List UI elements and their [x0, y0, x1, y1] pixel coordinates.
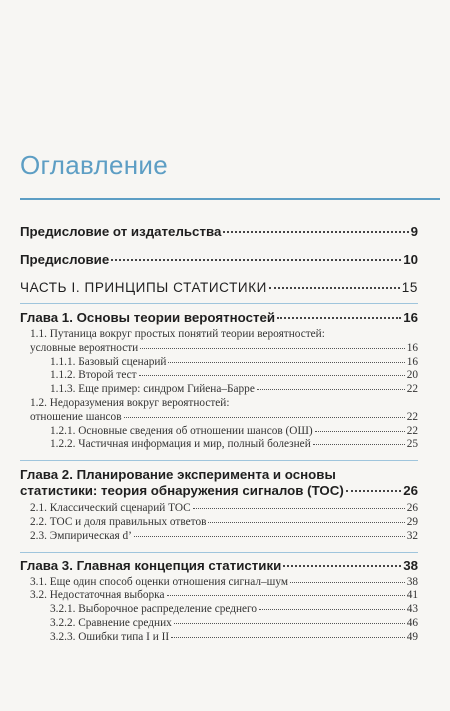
toc-entry-2-2[interactable]: [20, 516, 418, 530]
leader-dots: [315, 431, 405, 432]
toc-entry-3-2-1[interactable]: [20, 603, 418, 617]
toc-entry-chapter-1[interactable]: [20, 310, 418, 326]
leader-dots: [168, 362, 404, 363]
toc-label: ЧАСТЬ I. ПРИНЦИПЫ СТАТИСТИКИ: [20, 280, 267, 295]
toc-label: 2.1. Классический сценарий ТОС: [30, 502, 191, 515]
toc-entry-2-3[interactable]: [20, 530, 418, 544]
leader-dots: [140, 348, 404, 349]
toc-page-number: 25: [406, 438, 418, 451]
toc-label: 3.2.2. Сравнение средних: [50, 616, 172, 629]
toc-page-number: 22: [406, 410, 418, 423]
toc-label: 1.1.2. Второй тест: [50, 369, 137, 382]
toc-label: Глава 3. Главная концепция статистики: [20, 557, 282, 573]
title-rule: [20, 198, 440, 200]
leader-dots: [111, 259, 401, 261]
toc-label: Предисловие: [20, 252, 110, 267]
toc-page-number: 20: [406, 369, 418, 382]
toc-page-number: 26: [406, 502, 418, 515]
toc-entry-part-1[interactable]: [20, 280, 418, 295]
toc-entry-foreword[interactable]: [20, 252, 418, 268]
toc-page-number: 29: [406, 515, 418, 528]
leader-dots: [290, 582, 405, 583]
leader-dots: [167, 595, 405, 596]
toc-entry-1-2-1[interactable]: [20, 425, 418, 439]
leader-dots: [223, 231, 408, 233]
toc-entry-1-1-2[interactable]: [20, 369, 418, 383]
table-of-contents: [20, 224, 418, 645]
toc-page-number: 38: [406, 575, 418, 588]
leader-dots: [124, 417, 405, 418]
toc-page-number: 26: [403, 483, 418, 499]
toc-label: 1.2.2. Частичная информация и мир, полный болезней: [50, 438, 311, 451]
toc-entry-1-2-2[interactable]: [20, 438, 418, 452]
toc-label: 2.3. Эмпирическая d’: [30, 529, 132, 542]
leader-dots: [283, 565, 401, 567]
toc-page-number: 38: [403, 557, 418, 573]
toc-entry-chapter-3[interactable]: [20, 558, 418, 574]
toc-entry-3-2-2[interactable]: [20, 617, 418, 631]
page-title: Оглавление: [20, 150, 168, 180]
toc-entry-1-1-1[interactable]: [20, 356, 418, 370]
leader-dots: [313, 444, 405, 445]
chapter-divider: [20, 303, 418, 304]
leader-dots: [208, 522, 404, 523]
toc-label: 3.2.3. Ошибки типа I и II: [50, 630, 170, 643]
toc-page-number: 16: [403, 310, 418, 325]
toc-label-line: отношение шансов: [30, 410, 122, 423]
leader-dots: [139, 375, 405, 376]
toc-entry-3-2[interactable]: [20, 589, 418, 603]
toc-label: Глава 1. Основы теории вероятностей: [20, 310, 276, 325]
toc-entry-chapter-2[interactable]: [20, 466, 418, 499]
toc-label: Предисловие от издательства: [20, 224, 222, 239]
toc-label: 1.2.1. Основные сведения об отношении шансов (ОШ): [50, 424, 313, 437]
leader-dots: [259, 609, 405, 610]
toc-label-line: 1.1. Путаница вокруг простых понятий теории вероятностей:: [30, 328, 325, 340]
toc-page-number: 22: [406, 424, 418, 437]
toc-page-number: 9: [410, 224, 418, 239]
toc-entry-section-1-1[interactable]: [20, 328, 418, 356]
toc-page-number: 22: [406, 383, 418, 396]
toc-label: 1.1.1. Базовый сценарий: [50, 355, 167, 368]
toc-label-line: статистики: теория обнаружения сигналов (ТОС): [20, 483, 344, 499]
leader-dots: [277, 317, 401, 319]
leader-dots: [171, 637, 405, 638]
toc-label-line: Глава 2. Планирование эксперимента и основы: [20, 467, 336, 483]
toc-label: 1.1.3. Еще пример: синдром Гийена–Барре: [50, 383, 255, 396]
toc-entry-section-1-2[interactable]: [20, 397, 418, 425]
toc-entry-2-1[interactable]: [20, 502, 418, 516]
toc-label: 3.2. Недостаточная выборка: [30, 589, 165, 602]
toc-label-line: условные вероятности: [30, 341, 139, 354]
toc-page-number: 10: [403, 252, 418, 267]
toc-page-number: 15: [401, 280, 418, 295]
toc-label-line: 1.2. Недоразумения вокруг вероятностей:: [30, 396, 230, 409]
toc-entry-3-2-3[interactable]: [20, 631, 418, 645]
toc-page-number: 32: [406, 529, 418, 542]
leader-dots: [346, 490, 401, 492]
chapter-divider: [20, 552, 418, 553]
chapter-divider: [20, 460, 418, 461]
toc-page-number: 41: [406, 589, 418, 602]
leader-dots: [257, 389, 405, 390]
leader-dots: [193, 508, 405, 509]
leader-dots: [269, 287, 400, 289]
toc-label: 3.2.1. Выборочное распределение среднего: [50, 603, 258, 616]
toc-entry-1-1-3[interactable]: [20, 383, 418, 397]
toc-page-number: 43: [406, 603, 418, 616]
toc-entry-3-1[interactable]: [20, 576, 418, 590]
toc-page-number: 16: [406, 355, 418, 368]
toc-page-number: 46: [406, 616, 418, 629]
leader-dots: [174, 623, 405, 624]
toc-entry-foreword-publisher[interactable]: [20, 224, 418, 240]
leader-dots: [134, 536, 405, 537]
toc-label: 2.2. ТОС и доля правильных ответов: [30, 515, 207, 528]
toc-label: 3.1. Еще один способ оценки отношения сигнал–шум: [30, 575, 288, 588]
toc-page-number: 49: [406, 630, 418, 643]
toc-page-number: 16: [406, 341, 418, 354]
